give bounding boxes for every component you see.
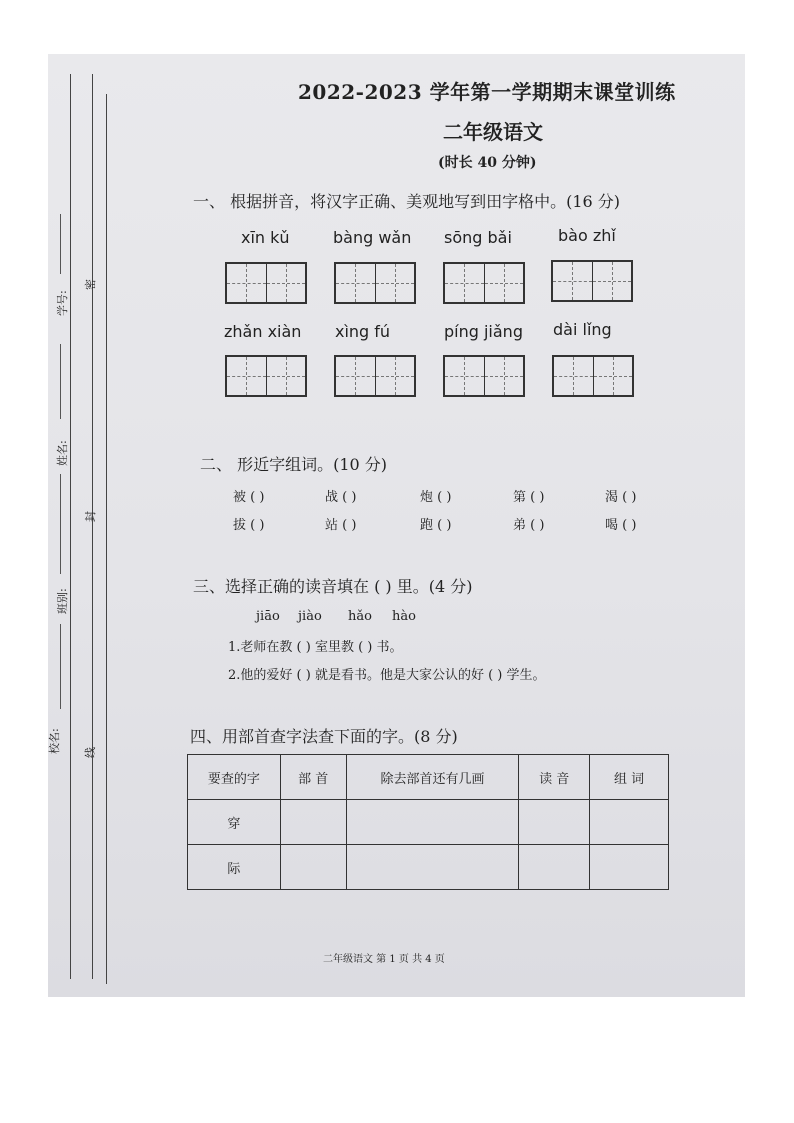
- table-cell[interactable]: [519, 800, 590, 845]
- tianzige-box[interactable]: [551, 260, 633, 302]
- seal-mi: 密: [84, 279, 97, 290]
- margin-label-student-id: 学号:: [56, 290, 69, 316]
- table-cell-char: 际: [188, 845, 281, 890]
- tianzige-box[interactable]: [334, 262, 416, 304]
- table-cell[interactable]: [346, 800, 519, 845]
- pinyin-label: xīn kǔ: [241, 228, 290, 247]
- section1-heading: 一、 根据拼音，将汉字正确、美观地写到田字格中。(16 分): [193, 192, 621, 211]
- exam-title: 2022-2023 学年第一学期期末课堂训练: [298, 80, 676, 104]
- word-item: 喝 ( ): [605, 518, 637, 533]
- pronunciation-option: jiào: [298, 609, 322, 624]
- table-cell[interactable]: [280, 845, 346, 890]
- table-cell[interactable]: [590, 800, 669, 845]
- table-header: 部 首: [280, 755, 346, 800]
- section4-heading: 四、用部首查字法查下面的字。(8 分): [190, 727, 458, 746]
- table-row: [188, 800, 669, 845]
- seal-xian: 线: [84, 747, 97, 758]
- table-header: 要查的字: [188, 755, 281, 800]
- tianzige-box[interactable]: [225, 355, 307, 397]
- word-item: 站 ( ): [325, 518, 357, 533]
- margin-line: [92, 74, 93, 979]
- word-item: 弟 ( ): [513, 518, 545, 533]
- pinyin-label: bàng wǎn: [333, 228, 412, 247]
- margin-blank: [60, 214, 61, 274]
- section2-heading: 二、 形近字组词。(10 分): [200, 455, 388, 474]
- margin-label-class: 班别:: [56, 588, 69, 614]
- table-header: 读 音: [519, 755, 590, 800]
- pinyin-label: dài lǐng: [553, 320, 612, 339]
- word-item: 战 ( ): [325, 490, 357, 505]
- table-cell[interactable]: [590, 845, 669, 890]
- margin-blank: [60, 474, 61, 574]
- exam-duration: (时长 40 分钟): [438, 155, 537, 171]
- table-row: [188, 845, 669, 890]
- word-item: 炮 ( ): [420, 490, 452, 505]
- table-cell[interactable]: [346, 845, 519, 890]
- word-item: 第 ( ): [513, 490, 545, 505]
- tianzige-box[interactable]: [443, 262, 525, 304]
- pinyin-label: sōng bǎi: [444, 228, 512, 247]
- pronunciation-option: hào: [392, 609, 416, 624]
- margin-label-name: 姓名:: [56, 440, 69, 466]
- tianzige-box[interactable]: [334, 355, 416, 397]
- question-2: 2.他的爱好 ( ) 就是看书。他是大家公认的好 ( ) 学生。: [228, 668, 546, 683]
- exam-sheet: [48, 54, 745, 997]
- table-cell[interactable]: [280, 800, 346, 845]
- tianzige-box[interactable]: [443, 355, 525, 397]
- table-header: 组 词: [590, 755, 669, 800]
- radical-lookup-table: [187, 754, 669, 890]
- table-cell-char: 穿: [188, 800, 281, 845]
- page-footer: 二年级语文 第 1 页 共 4 页: [323, 954, 445, 965]
- question-1: 1.老师在教 ( ) 室里教 ( ) 书。: [228, 640, 403, 655]
- pinyin-label: zhǎn xiàn: [224, 322, 302, 341]
- margin-blank: [60, 344, 61, 419]
- seal-feng: 封: [84, 511, 97, 522]
- margin-line: [106, 94, 107, 984]
- tianzige-box[interactable]: [225, 262, 307, 304]
- word-item: 跑 ( ): [420, 518, 452, 533]
- table-header: 除去部首还有几画: [346, 755, 519, 800]
- word-item: 拔 ( ): [233, 518, 265, 533]
- pronunciation-option: jiāo: [256, 609, 280, 624]
- pinyin-label: bào zhǐ: [558, 226, 616, 245]
- margin-label-school: 校名:: [48, 728, 61, 754]
- margin-blank: [60, 624, 61, 709]
- word-item: 渴 ( ): [605, 490, 637, 505]
- table-cell[interactable]: [519, 845, 590, 890]
- table-header-row: [188, 755, 669, 800]
- tianzige-box[interactable]: [552, 355, 634, 397]
- pinyin-label: píng jiǎng: [444, 322, 523, 341]
- margin-line: [70, 74, 71, 979]
- pinyin-label: xìng fú: [335, 322, 391, 341]
- word-item: 被 ( ): [233, 490, 265, 505]
- pronunciation-option: hǎo: [348, 609, 372, 624]
- exam-subtitle: 二年级语文: [443, 120, 543, 144]
- section3-heading: 三、选择正确的读音填在 ( ) 里。(4 分): [193, 577, 473, 596]
